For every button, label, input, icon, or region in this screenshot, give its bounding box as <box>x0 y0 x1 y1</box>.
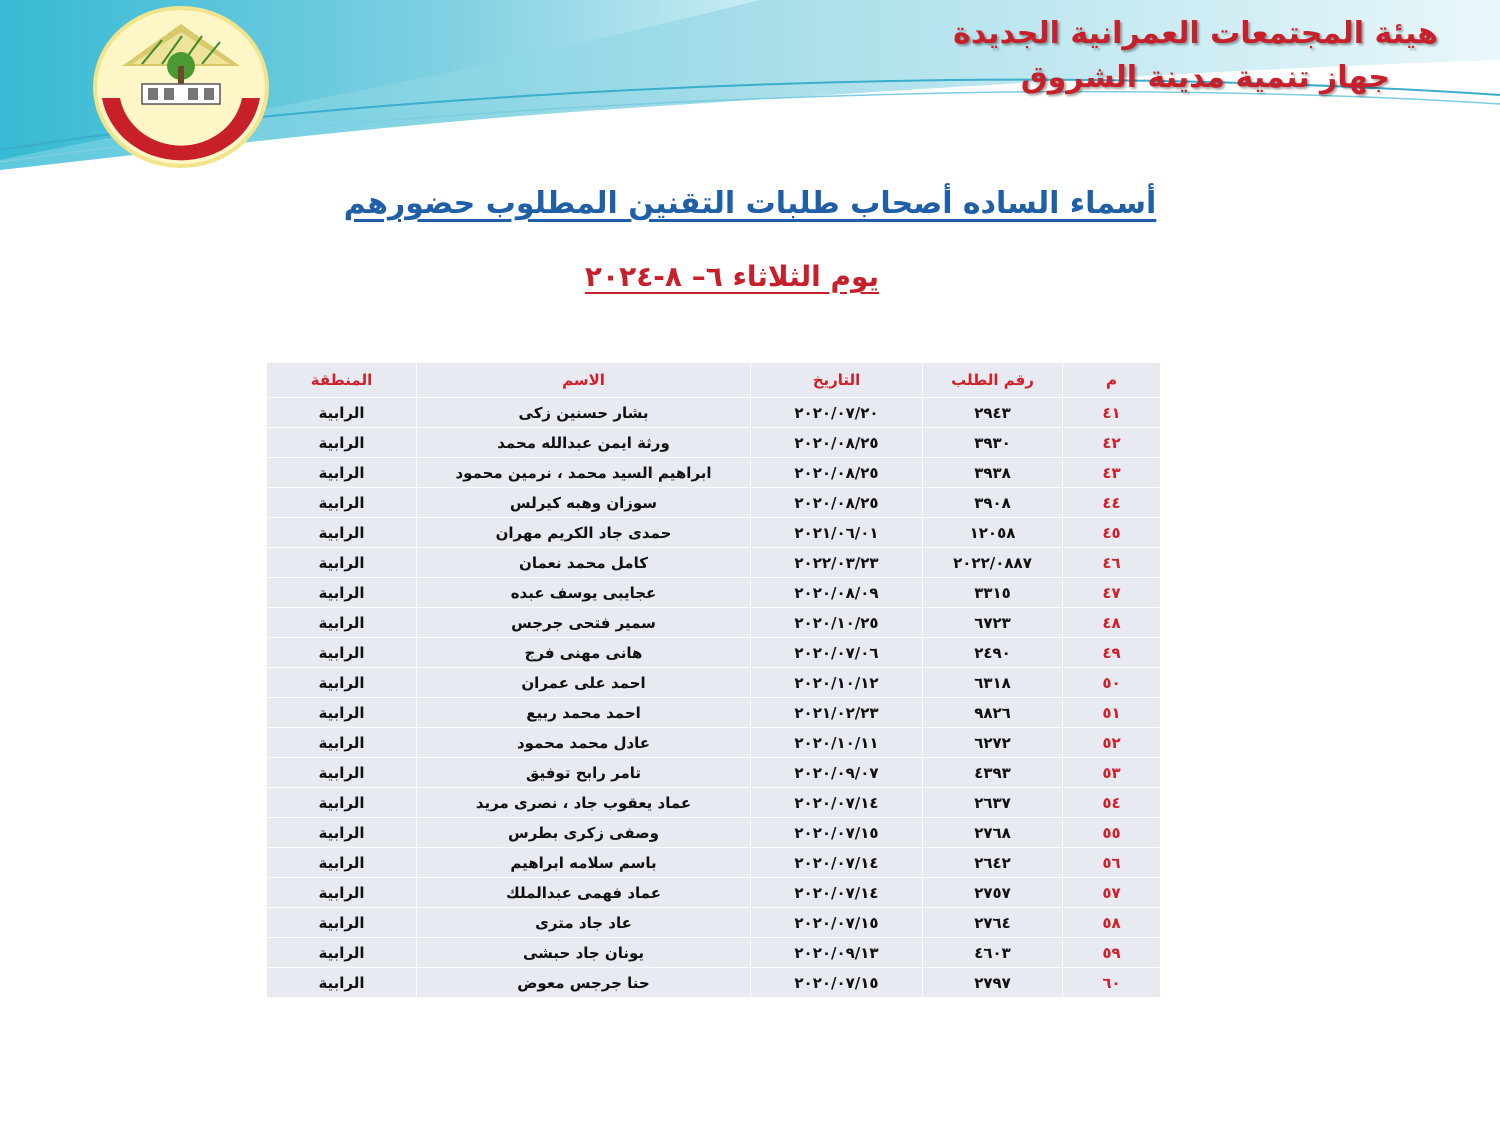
serial-cell: ٥٠ <box>1063 668 1161 698</box>
name-cell: احمد على عمران <box>417 668 751 698</box>
name-cell: عاد جاد مترى <box>417 908 751 938</box>
request-number-cell: ٢٧٦٤ <box>923 908 1063 938</box>
header-zone: المنطقة <box>267 363 417 398</box>
name-cell: عماد يعقوب جاد ، نصرى مريد <box>417 788 751 818</box>
request-number-cell: ٢٧٦٨ <box>923 818 1063 848</box>
name-cell: يونان جاد حبشى <box>417 938 751 968</box>
table-row <box>267 878 1161 908</box>
name-cell: هانى مهنى فرج <box>417 638 751 668</box>
name-cell: ورثة ايمن عبدالله محمد <box>417 428 751 458</box>
serial-cell: ٥٥ <box>1063 818 1161 848</box>
table-row <box>267 968 1161 998</box>
table-row <box>267 518 1161 548</box>
serial-cell: ٤٦ <box>1063 548 1161 578</box>
date-cell: ٢٠٢١/٠٢/٢٣ <box>751 698 923 728</box>
request-number-cell: ٤٦٠٣ <box>923 938 1063 968</box>
name-cell: عجايبى يوسف عبده <box>417 578 751 608</box>
request-number-cell: ٤٣٩٣ <box>923 758 1063 788</box>
table-row <box>267 938 1161 968</box>
table-row <box>267 488 1161 518</box>
table-row <box>267 758 1161 788</box>
name-cell: عادل محمد محمود <box>417 728 751 758</box>
date-cell: ٢٠٢٠/٠٧/١٥ <box>751 908 923 938</box>
name-cell: وصفى زكرى بطرس <box>417 818 751 848</box>
zone-cell: الرابية <box>267 728 417 758</box>
date-cell: ٢٠٢٠/٠٧/١٤ <box>751 788 923 818</box>
name-cell: ابراهيم السيد محمد ، نرمين محمود <box>417 458 751 488</box>
city-authority-logo-icon <box>92 6 270 168</box>
zone-cell: الرابية <box>267 488 417 518</box>
table-row <box>267 668 1161 698</box>
date-cell: ٢٠٢٠/٠٨/٢٥ <box>751 428 923 458</box>
zone-cell: الرابية <box>267 518 417 548</box>
applicants-table <box>266 362 1161 998</box>
serial-cell: ٦٠ <box>1063 968 1161 998</box>
table-row <box>267 908 1161 938</box>
request-number-cell: ٣٩٠٨ <box>923 488 1063 518</box>
name-cell: كامل محمد نعمان <box>417 548 751 578</box>
serial-cell: ٤٢ <box>1063 428 1161 458</box>
zone-cell: الرابية <box>267 938 417 968</box>
serial-cell: ٤٥ <box>1063 518 1161 548</box>
organization-header <box>953 12 1438 100</box>
page-title <box>0 186 1500 221</box>
serial-cell: ٥٦ <box>1063 848 1161 878</box>
date-cell: ٢٠٢٠/١٠/١١ <box>751 728 923 758</box>
date-cell: ٢٠٢٠/٠٧/١٤ <box>751 878 923 908</box>
serial-cell: ٥٨ <box>1063 908 1161 938</box>
date-cell: ٢٠٢٠/٠٧/٢٠ <box>751 398 923 428</box>
serial-cell: ٥١ <box>1063 698 1161 728</box>
page-subtitle-text: يوم الثلاثاء ٦– ٨-٢٠٢٤ <box>584 260 880 293</box>
request-number-cell: ٣٣١٥ <box>923 578 1063 608</box>
request-number-cell: ٢٧٥٧ <box>923 878 1063 908</box>
name-cell: باسم سلامه ابراهيم <box>417 848 751 878</box>
zone-cell: الرابية <box>267 818 417 848</box>
date-cell: ٢٠٢٠/١٠/١٢ <box>751 668 923 698</box>
date-cell: ٢٠٢٠/٠٧/١٥ <box>751 818 923 848</box>
table-row <box>267 428 1161 458</box>
date-cell: ٢٠٢٠/٠٧/١٥ <box>751 968 923 998</box>
date-cell: ٢٠٢٠/١٠/٢٥ <box>751 608 923 638</box>
serial-cell: ٥٩ <box>1063 938 1161 968</box>
serial-cell: ٤٣ <box>1063 458 1161 488</box>
zone-cell: الرابية <box>267 668 417 698</box>
request-number-cell: ٦٣١٨ <box>923 668 1063 698</box>
zone-cell: الرابية <box>267 428 417 458</box>
request-number-cell: ٢٦٤٢ <box>923 848 1063 878</box>
table-row <box>267 458 1161 488</box>
request-number-cell: ٦٧٢٣ <box>923 608 1063 638</box>
name-cell: احمد محمد ربيع <box>417 698 751 728</box>
date-cell: ٢٠٢١/٠٦/٠١ <box>751 518 923 548</box>
serial-cell: ٤١ <box>1063 398 1161 428</box>
header-request-number: رقم الطلب <box>923 363 1063 398</box>
serial-cell: ٤٤ <box>1063 488 1161 518</box>
serial-cell: ٥٢ <box>1063 728 1161 758</box>
request-number-cell: ٣٩٣٨ <box>923 458 1063 488</box>
request-number-cell: ٢٧٩٧ <box>923 968 1063 998</box>
name-cell: بشار حسنين زكى <box>417 398 751 428</box>
name-cell: حنا جرجس معوض <box>417 968 751 998</box>
header-name: الاسم <box>417 363 751 398</box>
name-cell: عماد فهمى عبدالملك <box>417 878 751 908</box>
table-row <box>267 578 1161 608</box>
header-date: التاريخ <box>751 363 923 398</box>
date-cell: ٢٠٢٢/٠٣/٢٣ <box>751 548 923 578</box>
request-number-cell: ٢٦٣٧ <box>923 788 1063 818</box>
date-cell: ٢٠٢٠/٠٨/٠٩ <box>751 578 923 608</box>
date-cell: ٢٠٢٠/٠٧/١٤ <box>751 848 923 878</box>
table-row <box>267 548 1161 578</box>
zone-cell: الرابية <box>267 968 417 998</box>
table-row <box>267 698 1161 728</box>
date-cell: ٢٠٢٠/٠٨/٢٥ <box>751 488 923 518</box>
table-row <box>267 608 1161 638</box>
table-header-row <box>267 363 1161 398</box>
agency-name: جهاز تنمية مدينة الشروق <box>1020 60 1390 95</box>
zone-cell: الرابية <box>267 788 417 818</box>
zone-cell: الرابية <box>267 398 417 428</box>
page-subtitle <box>0 260 1464 293</box>
date-cell: ٢٠٢٠/٠٩/٠٧ <box>751 758 923 788</box>
zone-cell: الرابية <box>267 878 417 908</box>
serial-cell: ٤٧ <box>1063 578 1161 608</box>
table-row <box>267 728 1161 758</box>
table-row <box>267 638 1161 668</box>
name-cell: تامر رابح توفيق <box>417 758 751 788</box>
name-cell: سوزان وهبه كيرلس <box>417 488 751 518</box>
request-number-cell: ٢٤٩٠ <box>923 638 1063 668</box>
name-cell: حمدى جاد الكريم مهران <box>417 518 751 548</box>
table-row <box>267 398 1161 428</box>
request-number-cell: ٢٩٤٣ <box>923 398 1063 428</box>
name-cell: سمير فتحى جرجس <box>417 608 751 638</box>
serial-cell: ٤٨ <box>1063 608 1161 638</box>
zone-cell: الرابية <box>267 848 417 878</box>
table-row <box>267 818 1161 848</box>
zone-cell: الرابية <box>267 638 417 668</box>
zone-cell: الرابية <box>267 608 417 638</box>
zone-cell: الرابية <box>267 698 417 728</box>
table-row <box>267 848 1161 878</box>
serial-cell: ٥٤ <box>1063 788 1161 818</box>
request-number-cell: ٩٨٢٦ <box>923 698 1063 728</box>
request-number-cell: ١٢٠٥٨ <box>923 518 1063 548</box>
organization-name: هيئة المجتمعات العمرانية الجديدة <box>953 16 1438 51</box>
request-number-cell: ٢٠٢٢/٠٨٨٧ <box>923 548 1063 578</box>
date-cell: ٢٠٢٠/٠٨/٢٥ <box>751 458 923 488</box>
request-number-cell: ٣٩٣٠ <box>923 428 1063 458</box>
serial-cell: ٥٧ <box>1063 878 1161 908</box>
date-cell: ٢٠٢٠/٠٧/٠٦ <box>751 638 923 668</box>
header-serial: م <box>1063 363 1161 398</box>
page-title-text: أسماء الساده أصحاب طلبات التقنين المطلوب حضورهم <box>343 186 1157 221</box>
table-row <box>267 788 1161 818</box>
zone-cell: الرابية <box>267 578 417 608</box>
request-number-cell: ٦٢٧٢ <box>923 728 1063 758</box>
zone-cell: الرابية <box>267 758 417 788</box>
zone-cell: الرابية <box>267 458 417 488</box>
serial-cell: ٤٩ <box>1063 638 1161 668</box>
serial-cell: ٥٣ <box>1063 758 1161 788</box>
zone-cell: الرابية <box>267 908 417 938</box>
date-cell: ٢٠٢٠/٠٩/١٣ <box>751 938 923 968</box>
zone-cell: الرابية <box>267 548 417 578</box>
